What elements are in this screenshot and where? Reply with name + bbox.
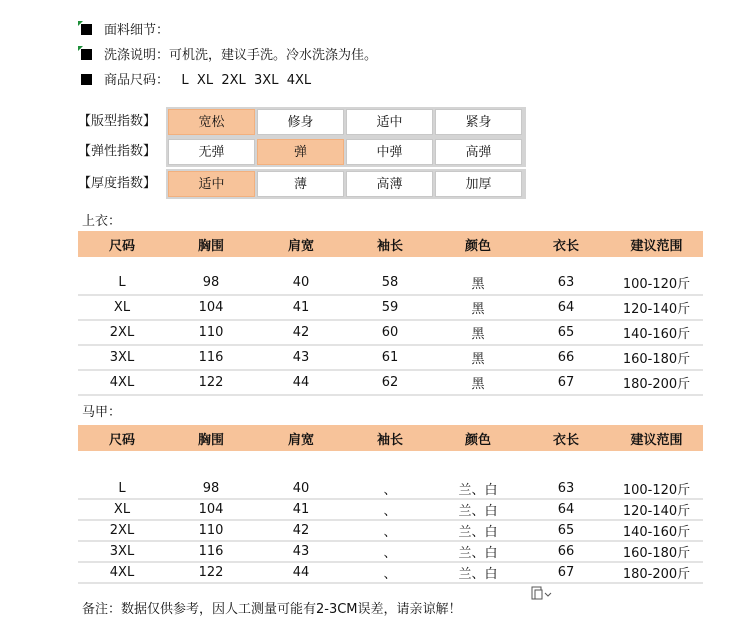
table-cell: 62 — [346, 370, 434, 395]
column-header: 肩宽 — [256, 425, 346, 451]
table-cell: 160-180斤 — [610, 541, 703, 562]
table-cell: 4XL — [78, 370, 166, 395]
table-cell: 67 — [522, 370, 610, 395]
column-header: 颜色 — [434, 231, 522, 257]
table-cell: 58 — [346, 271, 434, 295]
table-cell: 64 — [522, 295, 610, 320]
table-row — [78, 520, 703, 541]
table-row — [78, 370, 703, 395]
table-cell: 100-120斤 — [610, 479, 703, 499]
comment-marker-icon — [78, 46, 83, 51]
index-option: 高弹 — [435, 139, 522, 165]
column-header: 建议范围 — [610, 231, 703, 257]
table-cell: 41 — [256, 295, 346, 320]
column-header: 建议范围 — [610, 425, 703, 451]
table-row — [78, 541, 703, 562]
table-cell: 兰、白 — [434, 520, 522, 541]
table-cell: 67 — [522, 562, 610, 583]
index-row — [78, 171, 526, 201]
table-cell: 41 — [256, 499, 346, 520]
table-cell: XL — [78, 499, 166, 520]
index-option: 薄 — [257, 171, 344, 197]
index-option: 加厚 — [435, 171, 522, 197]
table-cell: 40 — [256, 271, 346, 295]
table-cell: 140-160斤 — [610, 320, 703, 345]
column-header: 衣长 — [522, 231, 610, 257]
table-cell: 66 — [522, 345, 610, 370]
bullet-sizes: 商品尺码： L XL 2XL 3XL 4XL — [78, 68, 377, 93]
table-cell: 、 — [346, 562, 434, 583]
bullet-list — [78, 18, 377, 93]
table-cell: 兰、白 — [434, 479, 522, 499]
table-cell: 兰、白 — [434, 541, 522, 562]
table-cell: 黑 — [434, 320, 522, 345]
vest-size-table — [78, 425, 703, 584]
table-cell: 、 — [346, 541, 434, 562]
table-cell: 160-180斤 — [610, 345, 703, 370]
index-option: 无弹 — [168, 139, 255, 165]
table-cell: 65 — [522, 520, 610, 541]
table-row — [78, 345, 703, 370]
table-cell: 122 — [166, 562, 256, 583]
table-cell: 2XL — [78, 320, 166, 345]
top-size-table — [78, 231, 703, 396]
table-row — [78, 320, 703, 345]
bullet-fabric: 面料细节： — [78, 18, 377, 43]
table-cell: 黑 — [434, 271, 522, 295]
index-option: 适中 — [168, 171, 255, 197]
table-cell: 4XL — [78, 562, 166, 583]
table-cell: 40 — [256, 479, 346, 499]
table-cell: 104 — [166, 499, 256, 520]
table-cell: 、 — [346, 479, 434, 499]
index-option: 适中 — [346, 109, 433, 135]
column-header: 袖长 — [346, 231, 434, 257]
table-cell: 180-200斤 — [610, 370, 703, 395]
table-cell: XL — [78, 295, 166, 320]
table-cell: 100-120斤 — [610, 271, 703, 295]
table-cell: L — [78, 271, 166, 295]
column-header: 肩宽 — [256, 231, 346, 257]
table-cell: 2XL — [78, 520, 166, 541]
square-bullet-icon — [81, 74, 92, 85]
index-row — [78, 139, 526, 169]
table-cell: 黑 — [434, 370, 522, 395]
table-row — [78, 562, 703, 583]
table-cell: 兰、白 — [434, 562, 522, 583]
table-cell: L — [78, 479, 166, 499]
table-cell: 140-160斤 — [610, 520, 703, 541]
fit-index-panel — [78, 109, 526, 203]
table-cell: 黑 — [434, 345, 522, 370]
paste-options-icon[interactable] — [530, 585, 552, 604]
index-row-label: 【弹性指数】 — [78, 144, 157, 159]
table-cell: 63 — [522, 271, 610, 295]
column-header: 衣长 — [522, 425, 610, 451]
column-header: 胸围 — [166, 425, 256, 451]
disclaimer-note: 备注：数据仅供参考，因人工测量可能有2-3CM误差，请亲谅解！ — [82, 602, 462, 617]
table-row — [78, 295, 703, 320]
table-cell: 116 — [166, 345, 256, 370]
table-cell: 65 — [522, 320, 610, 345]
column-header: 尺码 — [78, 231, 166, 257]
table-cell: 、 — [346, 499, 434, 520]
table-cell: 59 — [346, 295, 434, 320]
table-cell: 3XL — [78, 541, 166, 562]
table-cell: 110 — [166, 320, 256, 345]
bullet-wash: 洗涤说明：可机洗，建议手洗。冷水洗涤为佳。 — [78, 43, 377, 68]
top-section-title: 上衣： — [82, 214, 122, 229]
index-row — [78, 109, 526, 139]
table-cell: 64 — [522, 499, 610, 520]
table-cell: 黑 — [434, 295, 522, 320]
table-cell: 110 — [166, 520, 256, 541]
table-cell: 66 — [522, 541, 610, 562]
table-row — [78, 271, 703, 295]
table-cell: 98 — [166, 271, 256, 295]
index-option: 弹 — [257, 139, 344, 165]
table-cell: 116 — [166, 541, 256, 562]
table-cell: 120-140斤 — [610, 499, 703, 520]
table-cell: 122 — [166, 370, 256, 395]
table-cell: 44 — [256, 370, 346, 395]
index-option: 宽松 — [168, 109, 255, 135]
table-cell: 、 — [346, 520, 434, 541]
table-cell: 42 — [256, 320, 346, 345]
index-option: 修身 — [257, 109, 344, 135]
table-row — [78, 499, 703, 520]
vest-section-title: 马甲： — [82, 405, 122, 420]
column-header: 尺码 — [78, 425, 166, 451]
paste-icon-graphic — [530, 585, 552, 601]
table-cell: 44 — [256, 562, 346, 583]
table-cell: 180-200斤 — [610, 562, 703, 583]
index-option: 紧身 — [435, 109, 522, 135]
comment-marker-icon — [78, 21, 83, 26]
table-cell: 3XL — [78, 345, 166, 370]
table-cell: 兰、白 — [434, 499, 522, 520]
table-cell: 120-140斤 — [610, 295, 703, 320]
table-cell: 42 — [256, 520, 346, 541]
column-header: 袖长 — [346, 425, 434, 451]
table-cell: 61 — [346, 345, 434, 370]
column-header: 胸围 — [166, 231, 256, 257]
table-cell: 63 — [522, 479, 610, 499]
table-spacer — [78, 257, 703, 271]
table-cell: 98 — [166, 479, 256, 499]
table-cell: 43 — [256, 541, 346, 562]
table-spacer — [78, 451, 703, 479]
table-row — [78, 479, 703, 499]
index-option: 高薄 — [346, 171, 433, 197]
index-row-label: 【厚度指数】 — [78, 176, 157, 191]
table-cell: 104 — [166, 295, 256, 320]
column-header: 颜色 — [434, 425, 522, 451]
table-cell: 43 — [256, 345, 346, 370]
table-cell: 60 — [346, 320, 434, 345]
index-row-label: 【版型指数】 — [78, 114, 157, 129]
index-option: 中弹 — [346, 139, 433, 165]
